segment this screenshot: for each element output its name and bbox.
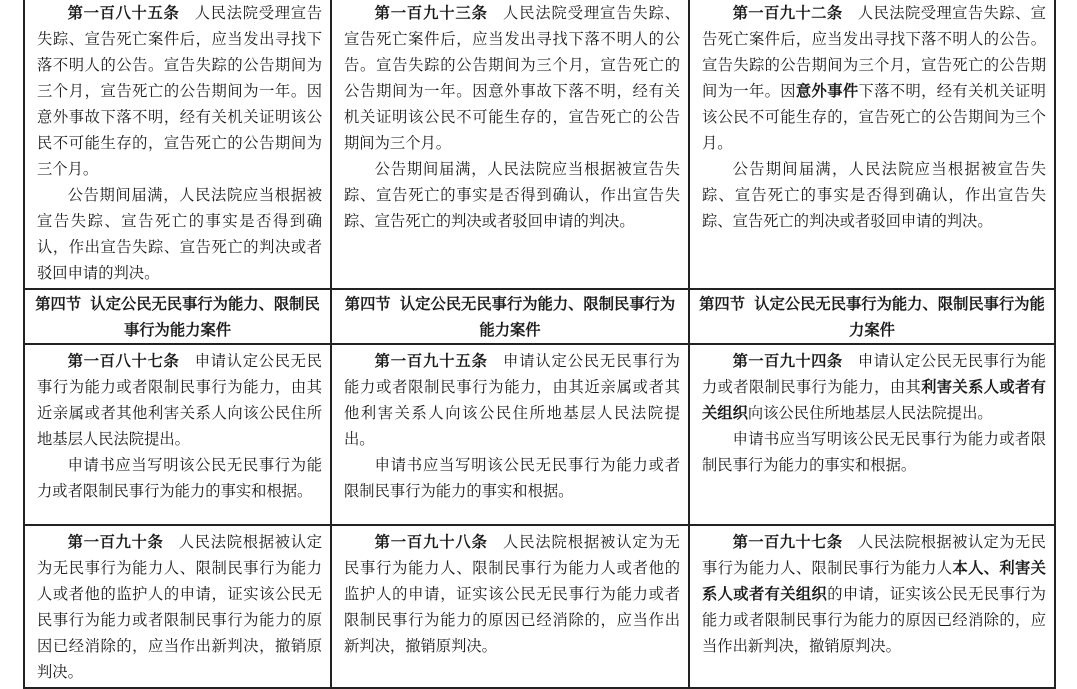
paragraph — [702, 0, 1046, 156]
section-header-cell — [24, 289, 331, 344]
article-number: 第一百九十五条 — [374, 352, 488, 370]
paragraph — [344, 348, 680, 452]
table-cell-new-194 — [689, 344, 1055, 525]
table-cell-old-187 — [24, 344, 331, 525]
article-text: 公告期间届满，人民法院应当根据被宣告失踪、宣告死亡的事实是否得到确认，作出宣告失踪、宣告死亡的判决或者驳回申请的判决。 — [702, 160, 1046, 230]
table-cell-old-190 — [24, 525, 331, 688]
article-text: 申请认定公民无民事行为能力或者限制民事行为能力，由其近亲属或者其他利害关系人向该公民住所地基层人民法院提出。 — [37, 352, 322, 448]
table-cell-new-197 — [689, 525, 1055, 688]
article-number: 第一百九十七条 — [732, 533, 843, 551]
article-number: 第一百九十条 — [67, 533, 164, 551]
table-cell-old-185 — [24, 0, 331, 289]
changed-text: 意外事件 — [795, 82, 859, 100]
table-cell-mid-193 — [331, 0, 689, 289]
article-text: 向该公民住所地基层人民法院提出。 — [747, 404, 993, 422]
law-comparison-table — [23, 0, 1056, 689]
article-text: 申请认定公民无民事行为能力或者限制民事行为能力，由其 — [702, 352, 1046, 396]
article-number: 第一百九十八条 — [374, 533, 488, 551]
article-text: 公告期间届满，人民法院应当根据被宣告失踪、宣告死亡的事实是否得到确认，作出宣告失踪、宣告死亡的判决或者驳回申请的判决。 — [37, 186, 322, 282]
table-row — [24, 289, 1055, 344]
paragraph — [37, 348, 322, 452]
article-text: 申请书应当写明该公民无民事行为能力或者限制民事行为能力的事实和根据。 — [344, 456, 680, 500]
table-row — [24, 525, 1055, 688]
table-cell-mid-198 — [331, 525, 689, 688]
section-number: 第四节 — [35, 295, 82, 313]
article-text: 人民法院受理宣告失踪、宣告死亡案件后，应当发出寻找下落不明人的公告。宣告失踪的公告期间为三个月，宣告死亡的公告期间为一年。因意外事故下落不明，经有关机关证明该公民不可能生存的，宣告死亡的公告期间为三个月。 — [37, 4, 322, 178]
article-text: 的申请，证实该公民无民事行为能力或者限制民事行为能力的原因已经消除的，应当作出新判决，撤销原判决。 — [702, 585, 1046, 655]
paragraph — [37, 0, 322, 182]
paragraph — [344, 156, 680, 234]
paragraph — [702, 156, 1046, 234]
paragraph — [344, 0, 680, 156]
section-title: 认定公民无民事行为能力、限制民事行为能力案件 — [399, 295, 676, 339]
section-title: 认定公民无民事行为能力、限制民事行为能力案件 — [754, 295, 1045, 339]
paragraph — [37, 529, 322, 685]
table-cell-new-192 — [689, 0, 1055, 289]
section-number: 第四节 — [344, 295, 391, 313]
paragraph — [37, 452, 322, 504]
section-title: 认定公民无民事行为能力、限制民事行为能力案件 — [90, 295, 320, 339]
section-number: 第四节 — [699, 295, 746, 313]
changed-text: 利害关系人或者有关组织 — [702, 378, 1046, 422]
table-cell-mid-195 — [331, 344, 689, 525]
paragraph — [702, 348, 1046, 426]
article-text: 公告期间届满，人民法院应当根据被宣告失踪、宣告死亡的事实是否得到确认，作出宣告失踪、宣告死亡的判决或者驳回申请的判决。 — [344, 160, 680, 230]
article-number: 第一百八十五条 — [67, 4, 180, 22]
article-text: 人民法院受理宣告失踪、宣告死亡案件后，应当发出寻找下落不明人的公告。宣告失踪的公告期间为三个月，宣告死亡的公告期间为一年。因意外事故下落不明，经有关机关证明该公民不可能生存的，宣告死亡的公告期间为三个月。 — [344, 4, 680, 152]
article-text: 申请认定公民无民事行为能力或者限制民事行为能力，由其近亲属或者其他利害关系人向该公民住所地基层人民法院提出。 — [344, 352, 680, 448]
paragraph — [344, 452, 680, 504]
section-header-cell — [331, 289, 689, 344]
article-number: 第一百九十二条 — [732, 4, 843, 22]
article-text: 人民法院根据被认定为无民事行为能力人、限制民事行为能力人或者他的监护人的申请，证实该公民无民事行为能力或者限制民事行为能力的原因已经消除的，应当作出新判决，撤销原判决。 — [37, 533, 322, 681]
article-text: 人民法院根据被认定为无民事行为能力人、限制民事行为能力人 — [702, 533, 1046, 577]
article-number: 第一百九十四条 — [732, 352, 843, 370]
paragraph — [702, 529, 1046, 659]
table-row — [24, 344, 1055, 525]
changed-text: 本人、利害关系人或者有关组织 — [702, 559, 1046, 603]
article-text: 下落不明，经有关机关证明该公民不可能生存的，宣告死亡的公告期间为三个月。 — [702, 82, 1046, 152]
article-text: 申请书应当写明该公民无民事行为能力或者限制民事行为能力的事实和根据。 — [37, 456, 322, 500]
article-text: 人民法院根据被认定为无民事行为能力人、限制民事行为能力人或者他的监护人的申请，证实该公民无民事行为能力或者限制民事行为能力的原因已经消除的，应当作出新判决，撤销原判决。 — [344, 533, 680, 655]
table-row — [24, 0, 1055, 289]
paragraph — [702, 426, 1046, 478]
paragraph — [37, 182, 322, 286]
article-text: 人民法院受理宣告失踪、宣告死亡案件后，应当发出寻找下落不明人的公告。宣告失踪的公告期间为三个月，宣告死亡的公告期间为一年。因 — [702, 4, 1046, 100]
paragraph — [344, 529, 680, 659]
article-number: 第一百八十七条 — [67, 352, 180, 370]
article-text: 申请书应当写明该公民无民事行为能力或者限制民事行为能力的事实和根据。 — [702, 430, 1046, 474]
section-header-cell — [689, 289, 1055, 344]
comparison-table-viewport — [23, 0, 1054, 681]
article-number: 第一百九十三条 — [374, 4, 488, 22]
